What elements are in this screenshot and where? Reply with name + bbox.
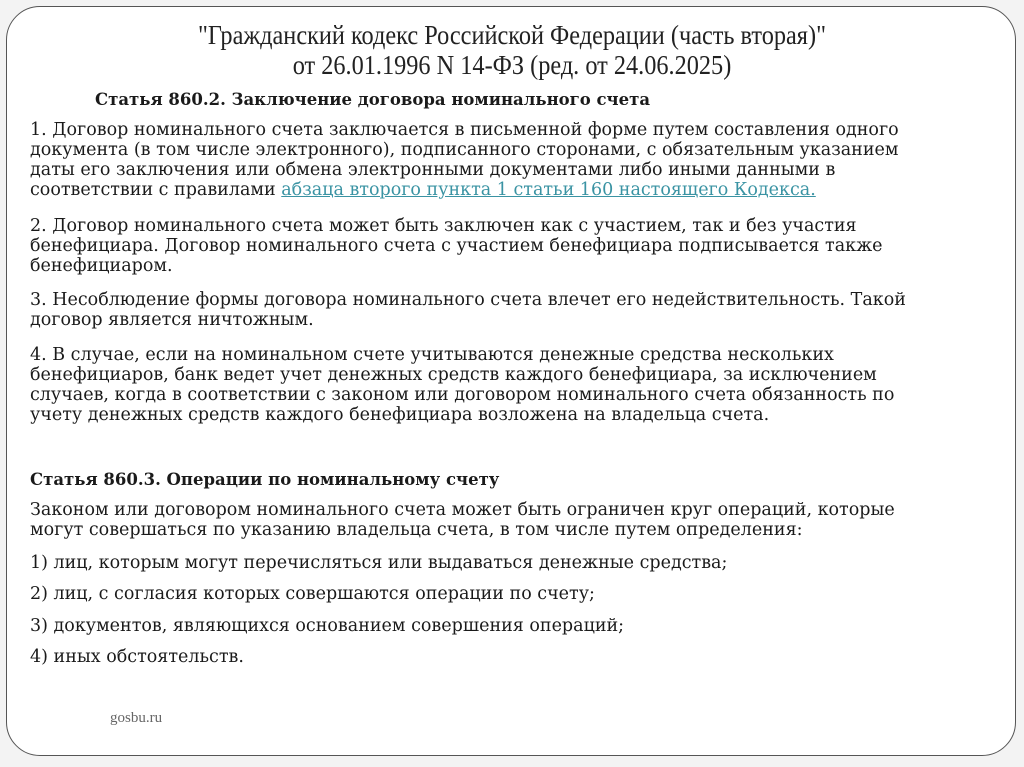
text-line: случаев, когда в соответствии с законом или договором номинального счета обязанность по [30, 385, 895, 405]
paragraph-2 [30, 216, 883, 276]
list-item: 2) лиц, с согласия которых совершаются операции по счету; [30, 584, 595, 604]
paragraph-3 [30, 290, 906, 330]
text-line: 3. Несоблюдение формы договора номинального счета влечет его недействительность. Такой [30, 290, 906, 310]
text-segment: соответствии с правилами [30, 180, 282, 200]
paragraph-4 [30, 345, 894, 425]
article-860-3-intro [30, 500, 895, 540]
list-item: 4) иных обстоятельств. [30, 647, 244, 667]
text-line: 2. Договор номинального счета может быть заключен как с участием, так и без участия [30, 216, 857, 236]
text-line: документа (в том числе электронного), подписанного сторонами, с обязательным указанием [30, 140, 899, 160]
list-item: 1) лиц, которым могут перечисляться или выдаваться денежные средства; [30, 553, 728, 573]
text-line: даты его заключения или обмена электронными документами либо иными данными в [30, 160, 836, 180]
text-line: бенефициара. Договор номинального счета с участием бенефициара подписывается также [30, 236, 883, 256]
text-line: 1. Договор номинального счета заключается в письменной форме путем составления одного [30, 120, 899, 140]
text-line: 4. В случае, если на номинальном счете учитываются денежные средства нескольких [30, 345, 834, 365]
article-160-link[interactable]: абзаца второго пункта 1 статьи 160 настоящего Кодекса. [281, 180, 816, 200]
text-line [30, 180, 899, 200]
text-line: бенефициаром. [30, 256, 173, 276]
text-line: договор является ничтожным. [30, 310, 314, 330]
text-line: могут совершаться по указанию владельца счета, в том числе путем определения: [30, 520, 803, 540]
list-item: 3) документов, являющихся основанием совершения операций; [30, 616, 625, 636]
article-860-2-heading: Статья 860.2. Заключение договора номинального счета [95, 90, 651, 109]
paragraph-1 [30, 120, 899, 200]
text-line: Законом или договором номинального счета может быть ограничен круг операций, которые [30, 500, 895, 520]
title-line-1: "Гражданский кодекс Российской Федерации (часть вторая)" [197, 20, 827, 50]
title-line-2: от 26.01.1996 N 14-ФЗ (ред. от 24.06.2025) [292, 50, 732, 80]
article-860-3-heading: Статья 860.3. Операции по номинальному счету [30, 470, 500, 489]
source-footer: gosbu.ru [110, 710, 163, 726]
text-line: учету денежных средств каждого бенефициара возложена на владельца счета. [30, 405, 770, 425]
text-line: бенефициаров, банк ведет учет денежных средств каждого бенефициара, за исключением [30, 365, 877, 385]
